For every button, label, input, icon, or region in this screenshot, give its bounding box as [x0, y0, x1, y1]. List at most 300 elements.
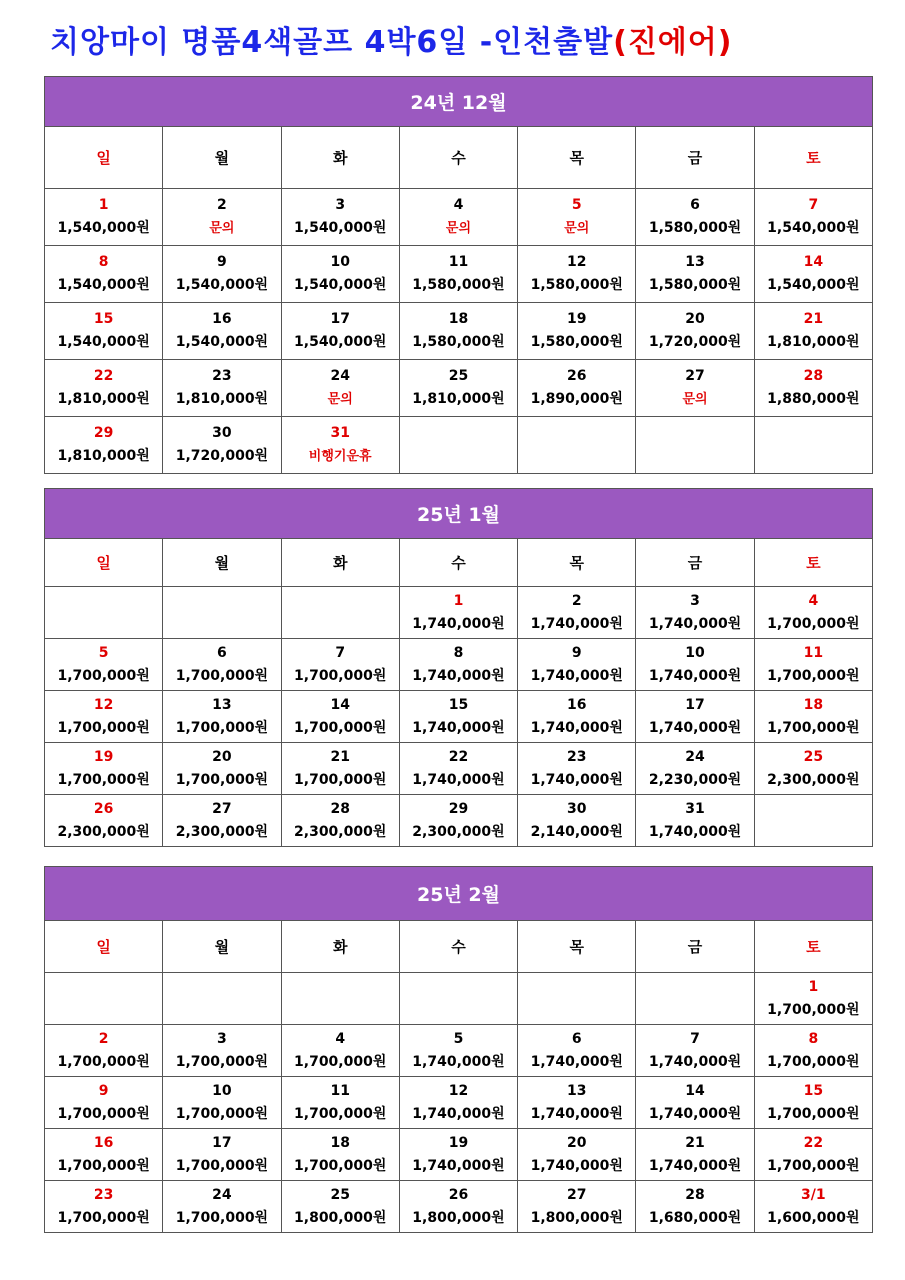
day-number: 8 — [808, 1030, 819, 1047]
calendar-day-cell — [399, 743, 517, 795]
weekday-header: 화 — [281, 539, 399, 587]
day-number: 30 — [567, 800, 587, 817]
weekday-header: 월 — [163, 921, 281, 973]
day-number: 4 — [335, 1030, 346, 1047]
day-number: 22 — [803, 1134, 824, 1151]
calendar-day-cell — [281, 795, 399, 847]
day-price: 1,580,000원 — [530, 277, 623, 293]
day-number: 23 — [212, 368, 232, 384]
day-number: 7 — [335, 644, 346, 661]
day-number: 6 — [217, 644, 227, 661]
day-price: 1,580,000원 — [412, 277, 505, 293]
calendar-day-cell — [45, 743, 163, 795]
day-price: 1,700,000원 — [57, 1105, 150, 1122]
calendar-day-cell — [754, 1181, 872, 1233]
day-price: 1,700,000원 — [57, 771, 150, 788]
day-number: 15 — [93, 311, 114, 327]
day-number: 27 — [567, 1186, 587, 1203]
day-price: 1,700,000원 — [175, 1105, 269, 1122]
calendar-day-cell — [45, 189, 163, 246]
weekday-header: 수 — [399, 127, 517, 189]
day-price: 1,740,000원 — [530, 1105, 623, 1122]
day-price: 1,700,000원 — [57, 1053, 150, 1070]
calendar-day-cell — [518, 360, 636, 417]
weekday-header: 일 — [45, 921, 163, 973]
day-price: 1,740,000원 — [530, 719, 623, 736]
calendar-day-cell — [754, 743, 872, 795]
day-number: 9 — [571, 644, 582, 661]
day-price: 2,300,000원 — [57, 823, 150, 840]
calendar-day-cell — [163, 639, 281, 691]
calendar-empty-cell — [636, 417, 754, 474]
day-price: 1,540,000원 — [767, 220, 860, 236]
day-price: 1,740,000원 — [648, 1105, 742, 1122]
day-number: 10 — [212, 1082, 232, 1099]
day-number: 12 — [567, 254, 587, 270]
calendar-day-cell — [45, 360, 163, 417]
day-price: 1,740,000원 — [412, 615, 505, 632]
calendar-day-cell — [399, 1129, 517, 1181]
day-number: 20 — [567, 1134, 587, 1151]
calendar-day-cell — [45, 417, 163, 474]
calendar-day-cell — [518, 303, 636, 360]
calendar-day-cell — [163, 246, 281, 303]
weekday-header: 수 — [399, 921, 517, 973]
calendar-day-cell — [281, 417, 399, 474]
calendar-day-cell — [399, 246, 517, 303]
calendar-empty-cell — [518, 973, 636, 1025]
day-number: 25 — [803, 748, 824, 765]
weekday-header: 수 — [399, 539, 517, 587]
day-price: 1,810,000원 — [767, 334, 860, 350]
calendar-day-cell — [636, 1181, 754, 1233]
day-price: 1,890,000원 — [530, 391, 623, 407]
calendar-week-row — [45, 1129, 873, 1181]
calendar-day-cell — [281, 189, 399, 246]
calendar-day-cell — [399, 189, 517, 246]
day-price: 1,700,000원 — [767, 1001, 860, 1018]
weekday-header: 화 — [281, 921, 399, 973]
calendar-day-cell — [636, 360, 754, 417]
day-price: 1,540,000원 — [767, 277, 860, 293]
day-note: 비행기운휴 — [308, 449, 372, 464]
day-price: 1,700,000원 — [294, 1105, 387, 1122]
day-price: 1,680,000원 — [648, 1209, 742, 1226]
weekday-header: 목 — [518, 921, 636, 973]
day-note: 문의 — [445, 221, 472, 236]
day-number: 27 — [212, 800, 232, 817]
weekday-header: 토 — [754, 127, 872, 189]
calendar-week-row — [45, 691, 873, 743]
day-price: 1,700,000원 — [294, 771, 387, 788]
day-number: 23 — [567, 748, 587, 765]
calendar-day-cell — [636, 1025, 754, 1077]
day-price: 1,740,000원 — [412, 1157, 505, 1174]
day-number: 7 — [690, 1030, 700, 1047]
day-price: 1,740,000원 — [648, 615, 742, 632]
day-price: 1,740,000원 — [648, 1157, 742, 1174]
calendar-empty-cell — [163, 587, 281, 639]
calendar-week-row — [45, 1077, 873, 1129]
day-price: 1,700,000원 — [175, 1209, 269, 1226]
calendar-day-cell — [518, 1077, 636, 1129]
day-number: 26 — [448, 1186, 469, 1203]
calendar-day-cell — [636, 795, 754, 847]
weekday-header: 금 — [636, 921, 754, 973]
day-price: 1,810,000원 — [412, 391, 505, 407]
day-price: 1,700,000원 — [175, 667, 269, 684]
day-number: 17 — [685, 696, 705, 713]
calendar-day-cell — [281, 743, 399, 795]
day-note: 문의 — [209, 221, 235, 236]
calendar-day-cell — [754, 973, 872, 1025]
day-price: 2,230,000원 — [648, 771, 742, 788]
day-note: 문의 — [682, 392, 708, 407]
day-price: 1,700,000원 — [175, 719, 269, 736]
calendar-week-row — [45, 795, 873, 847]
day-number: 30 — [212, 425, 232, 441]
calendar-empty-cell — [163, 973, 281, 1025]
day-price: 1,540,000원 — [57, 334, 150, 350]
day-number: 5 — [453, 1030, 464, 1047]
day-price: 1,720,000원 — [175, 448, 269, 464]
calendar-day-cell — [636, 587, 754, 639]
calendar-day-cell — [163, 743, 281, 795]
calendar-empty-cell — [518, 417, 636, 474]
day-price: 1,580,000원 — [530, 334, 623, 350]
calendar-week-row — [45, 1181, 873, 1233]
day-number: 8 — [453, 644, 464, 661]
day-price: 1,540,000원 — [294, 277, 387, 293]
day-price: 1,800,000원 — [412, 1209, 505, 1226]
month-header: 25년 2월 — [45, 867, 873, 921]
day-price: 1,540,000원 — [57, 220, 150, 236]
day-number: 17 — [330, 311, 350, 327]
calendar-day-cell — [163, 691, 281, 743]
calendar-day-cell — [281, 246, 399, 303]
day-number: 23 — [93, 1186, 114, 1203]
day-number: 13 — [685, 254, 705, 270]
day-number: 3 — [335, 197, 346, 213]
calendar-week-row — [45, 417, 873, 474]
day-price: 2,300,000원 — [294, 823, 387, 840]
day-price: 1,810,000원 — [175, 391, 269, 407]
calendar-day-cell — [636, 743, 754, 795]
day-number: 2 — [217, 197, 227, 213]
calendar-day-cell — [636, 691, 754, 743]
weekday-header: 월 — [163, 539, 281, 587]
calendar-day-cell — [163, 360, 281, 417]
day-number: 29 — [93, 425, 114, 441]
calendar-day-cell — [45, 303, 163, 360]
day-number: 9 — [98, 1082, 109, 1099]
day-price: 1,810,000원 — [57, 448, 150, 464]
calendar-day-cell — [281, 303, 399, 360]
page-title-main: 치앙마이 명품4색골프 4박6일 -인천출발 — [50, 25, 614, 60]
day-number: 12 — [448, 1082, 469, 1099]
calendar-december-2024 — [44, 76, 873, 474]
calendar-day-cell — [163, 795, 281, 847]
calendar-day-cell — [754, 1077, 872, 1129]
calendar-day-cell — [45, 1077, 163, 1129]
calendar-day-cell — [754, 1025, 872, 1077]
day-number: 16 — [567, 696, 587, 713]
day-price: 1,600,000원 — [767, 1209, 860, 1226]
calendar-day-cell — [636, 189, 754, 246]
calendar-day-cell — [754, 691, 872, 743]
day-number: 14 — [685, 1082, 705, 1099]
day-number: 6 — [571, 1030, 582, 1047]
calendar-day-cell — [45, 246, 163, 303]
calendar-day-cell — [399, 1025, 517, 1077]
calendar-day-cell — [754, 303, 872, 360]
calendar-day-cell — [163, 417, 281, 474]
day-price: 1,740,000원 — [530, 1157, 623, 1174]
day-price: 1,700,000원 — [767, 1157, 860, 1174]
day-number: 6 — [690, 197, 700, 213]
calendar-day-cell — [754, 246, 872, 303]
calendar-day-cell — [45, 1129, 163, 1181]
day-price: 1,880,000원 — [767, 391, 860, 407]
day-number: 27 — [685, 368, 705, 384]
calendar-day-cell — [399, 360, 517, 417]
weekday-header: 목 — [518, 539, 636, 587]
day-price: 2,300,000원 — [767, 771, 860, 788]
calendar-day-cell — [518, 1129, 636, 1181]
day-price: 1,700,000원 — [294, 1053, 387, 1070]
day-price: 1,740,000원 — [648, 823, 742, 840]
calendar-week-row — [45, 360, 873, 417]
calendar-day-cell — [636, 1077, 754, 1129]
calendar-day-cell — [518, 795, 636, 847]
day-price: 1,740,000원 — [648, 719, 742, 736]
calendar-day-cell — [45, 691, 163, 743]
day-number: 25 — [330, 1186, 350, 1203]
calendar-week-row — [45, 189, 873, 246]
month-header: 24년 12월 — [45, 77, 873, 127]
day-price: 1,720,000원 — [648, 334, 742, 350]
day-price: 1,700,000원 — [175, 771, 269, 788]
day-price: 1,800,000원 — [530, 1209, 623, 1226]
calendar-empty-cell — [399, 417, 517, 474]
day-number: 22 — [93, 368, 114, 384]
day-price: 1,540,000원 — [57, 277, 150, 293]
calendar-day-cell — [281, 1077, 399, 1129]
calendar-day-cell — [518, 1025, 636, 1077]
day-price: 1,700,000원 — [767, 1105, 860, 1122]
day-number: 28 — [330, 800, 350, 817]
day-price: 1,740,000원 — [648, 667, 742, 684]
calendar-empty-cell — [636, 973, 754, 1025]
day-number: 4 — [453, 197, 464, 213]
day-price: 1,580,000원 — [648, 220, 742, 236]
day-number: 18 — [330, 1134, 350, 1151]
day-number: 10 — [330, 254, 350, 270]
calendar-day-cell — [518, 189, 636, 246]
calendar-january-2025 — [44, 488, 873, 847]
calendar-day-cell — [399, 691, 517, 743]
day-number: 11 — [803, 644, 824, 661]
calendar-day-cell — [45, 639, 163, 691]
day-price: 1,800,000원 — [294, 1209, 387, 1226]
day-price: 1,700,000원 — [294, 1157, 387, 1174]
day-number: 7 — [808, 197, 819, 213]
day-number: 1 — [453, 592, 464, 609]
calendar-day-cell — [518, 246, 636, 303]
day-number: 26 — [93, 800, 114, 817]
day-price: 1,580,000원 — [648, 277, 742, 293]
calendar-empty-cell — [45, 587, 163, 639]
calendar-day-cell — [518, 1181, 636, 1233]
day-number: 1 — [98, 197, 109, 213]
day-number: 3 — [217, 1030, 227, 1047]
weekday-header: 일 — [45, 127, 163, 189]
weekday-header: 토 — [754, 539, 872, 587]
calendar-february-2025 — [44, 866, 873, 1233]
calendar-day-cell — [163, 1181, 281, 1233]
day-number: 20 — [685, 311, 705, 327]
calendar-day-cell — [518, 639, 636, 691]
day-number: 10 — [685, 644, 705, 661]
day-number: 24 — [212, 1186, 232, 1203]
day-number: 25 — [448, 368, 469, 384]
calendar-day-cell — [636, 639, 754, 691]
day-price: 1,700,000원 — [175, 1053, 269, 1070]
calendar-week-row — [45, 246, 873, 303]
weekday-header: 금 — [636, 127, 754, 189]
day-number: 15 — [803, 1082, 824, 1099]
day-number: 21 — [685, 1134, 705, 1151]
day-note: 문의 — [327, 392, 353, 407]
day-price: 1,540,000원 — [294, 334, 387, 350]
calendar-empty-cell — [45, 973, 163, 1025]
weekday-header: 토 — [754, 921, 872, 973]
day-number: 19 — [567, 311, 587, 327]
day-price: 1,540,000원 — [175, 334, 269, 350]
day-price: 2,300,000원 — [412, 823, 505, 840]
calendar-empty-cell — [399, 973, 517, 1025]
day-number: 22 — [448, 748, 469, 765]
page-title — [50, 20, 732, 66]
calendar-day-cell — [163, 1129, 281, 1181]
day-price: 1,740,000원 — [648, 1053, 742, 1070]
calendar-empty-cell — [754, 795, 872, 847]
day-price: 1,740,000원 — [530, 667, 623, 684]
day-price: 1,540,000원 — [294, 220, 387, 236]
day-price: 1,700,000원 — [767, 615, 860, 632]
calendar-day-cell — [281, 1025, 399, 1077]
weekday-header: 일 — [45, 539, 163, 587]
day-number: 29 — [448, 800, 469, 817]
day-number: 15 — [448, 696, 469, 713]
month-header: 25년 1월 — [45, 489, 873, 539]
day-number: 18 — [448, 311, 469, 327]
day-number: 12 — [93, 696, 114, 713]
calendar-day-cell — [399, 639, 517, 691]
calendar-day-cell — [399, 303, 517, 360]
day-price: 1,740,000원 — [412, 1053, 505, 1070]
day-number: 31 — [330, 425, 350, 441]
day-price: 1,700,000원 — [57, 1157, 150, 1174]
calendar-day-cell — [518, 691, 636, 743]
calendar-day-cell — [281, 1129, 399, 1181]
calendar-day-cell — [163, 303, 281, 360]
calendar-week-row — [45, 973, 873, 1025]
day-price: 1,580,000원 — [412, 334, 505, 350]
day-number: 20 — [212, 748, 232, 765]
day-number: 14 — [330, 696, 350, 713]
day-price: 1,700,000원 — [57, 719, 150, 736]
calendar-day-cell — [163, 1025, 281, 1077]
calendar-day-cell — [281, 691, 399, 743]
calendar-day-cell — [163, 1077, 281, 1129]
day-price: 1,700,000원 — [57, 1209, 150, 1226]
calendar-empty-cell — [281, 973, 399, 1025]
day-number: 21 — [330, 748, 350, 765]
calendar-day-cell — [518, 587, 636, 639]
weekday-header: 화 — [281, 127, 399, 189]
day-number: 13 — [567, 1082, 587, 1099]
calendar-week-row — [45, 1025, 873, 1077]
calendar-day-cell — [754, 587, 872, 639]
day-number: 18 — [803, 696, 824, 713]
calendar-day-cell — [636, 1129, 754, 1181]
day-price: 1,740,000원 — [412, 667, 505, 684]
day-number: 8 — [98, 254, 109, 270]
day-price: 1,740,000원 — [530, 1053, 623, 1070]
day-number: 24 — [330, 368, 350, 384]
calendar-day-cell — [754, 360, 872, 417]
day-price: 1,740,000원 — [530, 771, 623, 788]
day-number: 17 — [212, 1134, 232, 1151]
day-price: 2,300,000원 — [175, 823, 269, 840]
calendar-day-cell — [754, 189, 872, 246]
calendar-day-cell — [399, 795, 517, 847]
day-number: 11 — [330, 1082, 350, 1099]
day-price: 1,700,000원 — [767, 719, 860, 736]
day-number: 5 — [98, 644, 109, 661]
day-number: 21 — [803, 311, 824, 327]
weekday-header: 목 — [518, 127, 636, 189]
day-number: 1 — [808, 978, 819, 995]
calendar-day-cell — [281, 639, 399, 691]
calendar-day-cell — [636, 303, 754, 360]
day-note: 문의 — [564, 221, 590, 236]
day-number: 19 — [93, 748, 114, 765]
calendar-empty-cell — [281, 587, 399, 639]
day-number: 19 — [448, 1134, 469, 1151]
calendar-day-cell — [281, 360, 399, 417]
day-price: 1,810,000원 — [57, 391, 150, 407]
day-number: 5 — [571, 197, 582, 213]
day-price: 1,700,000원 — [175, 1157, 269, 1174]
calendar-day-cell — [45, 1181, 163, 1233]
calendar-week-row — [45, 303, 873, 360]
day-price: 1,700,000원 — [767, 1053, 860, 1070]
day-price: 1,740,000원 — [412, 771, 505, 788]
calendar-empty-cell — [754, 417, 872, 474]
calendar-day-cell — [754, 1129, 872, 1181]
day-price: 1,740,000원 — [412, 719, 505, 736]
day-number: 14 — [803, 254, 824, 270]
day-number: 9 — [217, 254, 227, 270]
day-price: 1,740,000원 — [530, 615, 623, 632]
page-title-airline: (진에어) — [613, 25, 733, 60]
day-number: 11 — [448, 254, 469, 270]
day-number: 28 — [685, 1186, 705, 1203]
calendar-day-cell — [636, 246, 754, 303]
calendar-week-row — [45, 639, 873, 691]
